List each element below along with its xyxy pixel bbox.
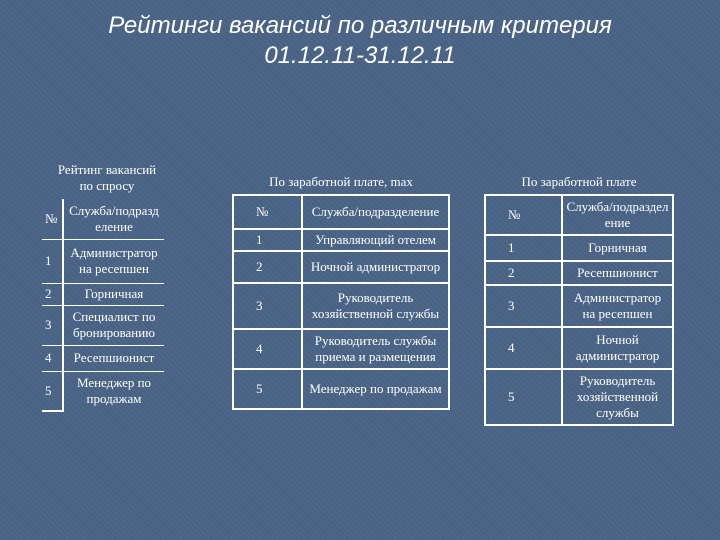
table-row: [485, 327, 673, 369]
row-num: 3: [42, 305, 63, 345]
row-num: 3: [233, 283, 302, 329]
row-num: 5: [485, 369, 562, 425]
row-num: 1: [233, 229, 302, 251]
table-row: [485, 285, 673, 327]
demand-rating-table: [42, 199, 164, 412]
header-num: №: [233, 195, 302, 229]
row-service: Горничная: [562, 235, 673, 261]
row-num: 5: [42, 371, 63, 411]
table-row: [42, 239, 164, 283]
row-num: 1: [485, 235, 562, 261]
header-service: Служба/подраздел ение: [562, 195, 673, 235]
slide-date-range: 01.12.11-31.12.11: [264, 42, 456, 69]
table3-caption: По заработной плате: [521, 174, 637, 189]
salary-table: [484, 194, 674, 426]
table-row: [42, 371, 164, 411]
table-row: [485, 261, 673, 285]
table2-caption: По заработной плате, max: [269, 174, 413, 189]
table-row: [233, 329, 449, 369]
slide-title: Рейтинги вакансий по различным критерия: [108, 12, 612, 39]
row-service: Руководитель хозяйственной службы: [562, 369, 673, 425]
row-service: Ночной администратор: [302, 251, 449, 283]
row-service: Руководитель службы приема и размещения: [302, 329, 449, 369]
table-header-row: [485, 195, 673, 235]
row-num: 5: [233, 369, 302, 409]
max-salary-table: [232, 194, 450, 410]
header-service: Служба/подразд еление: [63, 199, 164, 239]
row-num: 4: [42, 345, 63, 371]
row-service: Ресепшионист: [562, 261, 673, 285]
row-service: Руководитель хозяйственной службы: [302, 283, 449, 329]
row-service: Администратор на ресепшен: [562, 285, 673, 327]
row-service: Управляющий отелем: [302, 229, 449, 251]
table1-caption-line1: Рейтинг вакансий: [57, 162, 157, 177]
header-service: Служба/подразделение: [302, 195, 449, 229]
table-row: [42, 283, 164, 305]
table-row: [42, 345, 164, 371]
header-num: №: [42, 199, 63, 239]
header-num: №: [485, 195, 562, 235]
row-num: 1: [42, 239, 63, 283]
table1-caption: [42, 162, 172, 194]
row-num: 2: [233, 251, 302, 283]
row-service: Горничная: [63, 283, 164, 305]
row-service: Менеджер по продажам: [302, 369, 449, 409]
table-row: [233, 283, 449, 329]
table-header-row: [42, 199, 164, 239]
table-row: [233, 229, 449, 251]
table-row: [233, 251, 449, 283]
row-num: 2: [485, 261, 562, 285]
table-row: [485, 369, 673, 425]
row-service: Менеджер по продажам: [63, 371, 164, 411]
row-service: Специалист по бронированию: [63, 305, 164, 345]
table-row: [42, 305, 164, 345]
row-num: 4: [233, 329, 302, 369]
row-num: 2: [42, 283, 63, 305]
table1-caption-line2: по спросу: [79, 178, 135, 193]
row-service: Администратор на ресепшен: [63, 239, 164, 283]
row-service: Ресепшионист: [63, 345, 164, 371]
row-num: 4: [485, 327, 562, 369]
row-num: 3: [485, 285, 562, 327]
table-header-row: [233, 195, 449, 229]
table-row: [485, 235, 673, 261]
table-row: [233, 369, 449, 409]
row-service: Ночной администратор: [562, 327, 673, 369]
